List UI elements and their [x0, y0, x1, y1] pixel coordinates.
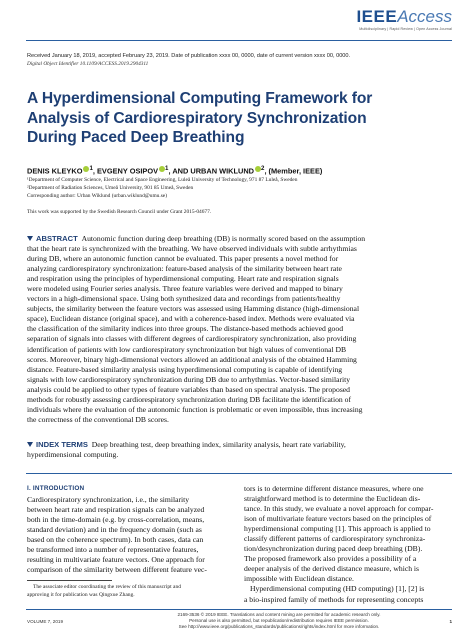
abstract-line: scores. Moreover, binary high-dimensional vectors allowed an additional analysis of the obtained Hamming [27, 354, 357, 364]
abstract-line: subjects, the similarity between the feature vectors was assessed using Hamming distance (high-dimensional [27, 304, 360, 314]
affiliation-line: ²Department of Radiation Sciences, Umeå University, 901 85 Umeå, Sweden [27, 184, 194, 191]
body-line: standard deviation) and in the frequency domain (such as [27, 525, 202, 535]
footnote-line: approving it for publication was Qingxue Zhang. [27, 591, 135, 598]
abstract-line: analyzing cardiorespiratory synchronization: feature-based analysis of the similarity between heart rate [27, 264, 342, 274]
paper-title [27, 89, 447, 148]
abstract-line: space), Euclidean distance (original space), and with a coherence-based index. Methods were evaluated via [27, 314, 355, 324]
editor-footnote [27, 584, 231, 600]
affiliation-mark: 2 [261, 165, 265, 172]
abstract-line: separation of signals into classes with different degrees of cardiorespiratory synchronization, also providing [27, 334, 357, 344]
abstract-line: the correctness of the conventional DB scores. [27, 414, 169, 424]
affiliation-mark: 1 [165, 165, 169, 172]
body-line: classify different patterns of cardiorespiratory synchroniza- [244, 534, 426, 544]
index-terms-label: INDEX TERMS [36, 440, 88, 449]
abstract-line: were modeled using Fourier series analysis. Three feature variables were derived and mapped to binary [27, 284, 343, 294]
license-link-line[interactable]: See http://www.ieee.org/publications_standards/publications/rights/index.html for more information. [178, 624, 380, 630]
abstract-label: ABSTRACT [36, 234, 78, 243]
body-line: tance. In this study, we evaluate a novel approach for compar- [244, 504, 434, 514]
intro-left-column [27, 484, 229, 575]
footnote-line: The associate editor coordinating the review of this manuscript and [33, 584, 181, 590]
index-terms-line: Deep breathing test, deep breathing index, similarity analysis, heart rate variability, [91, 440, 346, 449]
body-line: both in the time-domain (e.g. by cross-correlation, means, [27, 515, 205, 525]
license-line: Personal use is also permitted, but republication/redistribution requires IEEE permission. [189, 618, 369, 624]
body-line: between heart rate and respiration signals can be analyzed [27, 505, 205, 515]
index-terms-line: hyperdimensional computing. [27, 450, 119, 460]
author-name: , AND URBAN WIKLUND [168, 166, 255, 176]
intro-right-column [244, 484, 450, 605]
author-name: , EVGENY OSIPOV [92, 166, 159, 176]
body-line: be transformed into a number of representative features, [27, 545, 199, 555]
affiliation-mark: 1 [89, 165, 93, 172]
author-list [27, 165, 457, 175]
body-line: deeper analysis of the derived distance measure, which is [244, 564, 420, 574]
triangle-marker-icon [27, 442, 33, 447]
body-line: Hyperdimensional computing (HD computing) [1], [2] is [250, 584, 425, 594]
abstract-line: the classification of the similarity indices into three groups. The distance-based methods achieved good [27, 324, 344, 334]
body-line: resulting in multivariate feature vectors. One approach for [27, 555, 205, 565]
corresponding-author: Corresponding author: Urban Wiklund (urban.wiklund@umu.se) [27, 193, 167, 199]
volume-label: VOLUME 7, 2019 [27, 619, 64, 624]
abstract-line: Autonomic function during deep breathing (DB) is normally scored based on the assumption [81, 234, 366, 243]
author-name: DENIS KLEYKO [27, 166, 83, 176]
ieee-access-logo [356, 8, 452, 32]
page-number: 1 [449, 619, 452, 624]
body-line: The proposed framework also provides a possibility of a [244, 554, 417, 564]
header-rule [26, 40, 452, 41]
funding-note: This work was supported by the Swedish Research Council under Grant 2015-04677. [27, 209, 212, 215]
title-line: A Hyperdimensional Computing Framework for [27, 90, 373, 107]
title-line: During Paced Deep Breathing [27, 129, 245, 146]
abstract [27, 234, 447, 425]
abstract-line: during DB, where an autonomic function cannot be evaluated. This paper presents a novel method for [27, 254, 339, 264]
publication-meta [27, 52, 457, 68]
affiliations [27, 177, 457, 192]
affiliation-line: ¹Department of Computer Science, Electrical and Space Engineering, Luleå University of Technology, 971 87 Luleå, Sweden [27, 177, 298, 183]
received-dates: Received January 18, 2019, accepted February 23, 2019. Date of publication xxxx 00, 0000, date of current version xxxx 00, 0000. [27, 53, 351, 59]
abstract-line: analysis could be applied to other types of feature variables than based on spectral analysis. The proposed [27, 384, 350, 394]
abstract-line: distance. Feature-based similarity analysis using hyperdimensional computing is capable of identifying [27, 364, 343, 374]
abstract-line: that the heart rate is synchronized with the breathing. We have observed individuals with subtle arrhythmias [27, 244, 357, 254]
triangle-marker-icon [27, 236, 33, 241]
doi-line: Digital Object Identifier 10.1109/ACCESS.2019.2904311 [27, 61, 149, 67]
abstract-line: individuals where the evaluation of the autonomic function is problematic or even impossible, thus increasing [27, 404, 363, 414]
body-line: Cardiorespiratory synchronization, i.e., the similarity [27, 495, 190, 505]
body-line: straightforward method is to determine the Euclidean dis- [244, 494, 421, 504]
abstract-line: vectors in a high-dimensional space. Using both synthesized data and recordings from patients/healthy [27, 294, 341, 304]
section-heading: I. INTRODUCTION [27, 485, 85, 492]
body-line: tors is to determine different distance measures, where one [244, 484, 424, 493]
body-line: a bio-inspired family of methods for representing concepts [244, 594, 424, 604]
footer-rule [26, 609, 452, 610]
license-line: 2169-3536 © 2019 IEEE. Translations and content mining are permitted for academic research only. [177, 612, 381, 617]
abstract-line: signals with low cardiorespiratory synchronization during DB due to arrhythmias. Vector-based similarity [27, 374, 351, 384]
title-line: Analysis of Cardiorespiratory Synchronization [27, 109, 367, 127]
body-line: ison of multivariate feature vectors based on the principles of [244, 514, 432, 524]
body-line: hyperdimensional computing [1]. This approach is applied to [244, 524, 431, 534]
body-line: based on the coherence spectrum). In both cases, data can [27, 535, 204, 545]
index-terms [27, 440, 447, 460]
license-notice [129, 612, 429, 631]
logo-tagline: Multidisciplinary | Rapid Review | Open Access Journal [359, 27, 452, 31]
logo-access-text: Access [397, 7, 452, 26]
abstract-line: and respiration using the principles of hyperdimensional computing. Heart rate and respiration signals [27, 274, 339, 284]
section-rule [26, 473, 452, 474]
body-line: impossible with Euclidean distance. [244, 574, 354, 584]
body-line: tion/desynchronization during paced deep breathing (DB). [244, 544, 423, 554]
author-membership: , (Member, IEEE) [264, 166, 323, 176]
abstract-line: methods for robustly assessing cardiorespiratory synchronization during DB facilitate the identification of [27, 394, 352, 404]
abstract-line: identification of patients with low cardiorespiratory synchronization but high values of conventional DB [27, 344, 347, 354]
logo-ieee-text: IEEE [356, 7, 398, 26]
footnote-rule [27, 580, 112, 581]
body-line: comparison of the similarity between different feature vec- [27, 565, 207, 575]
